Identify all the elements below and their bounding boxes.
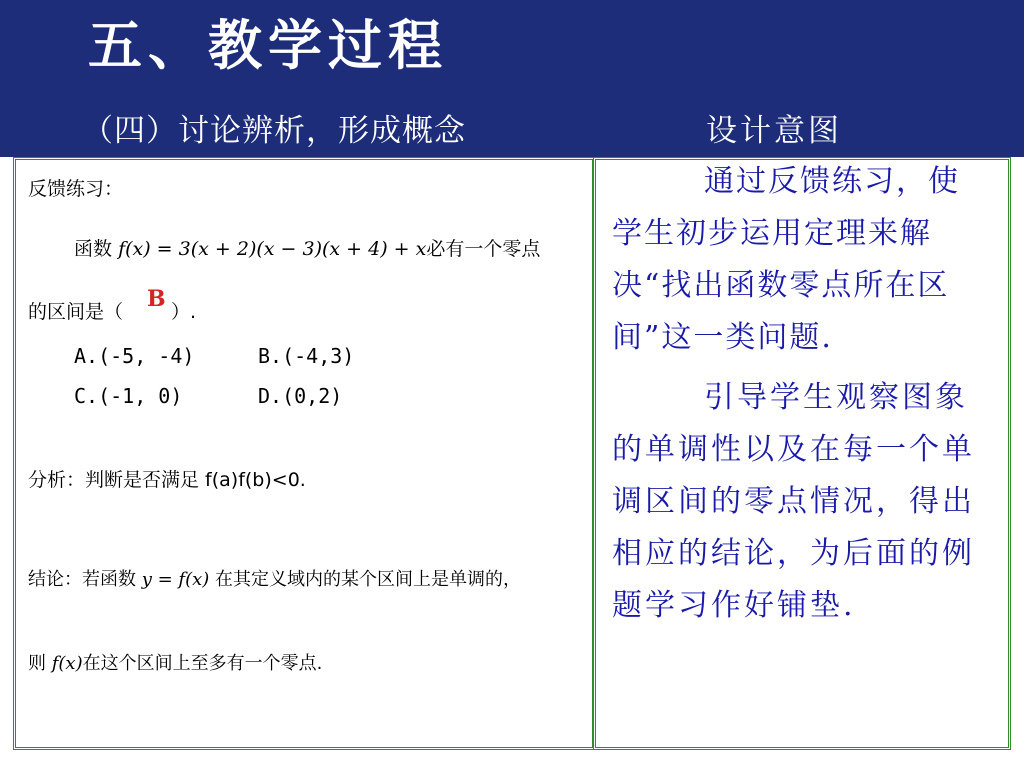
conclusion-suffix: 在其定义域内的某个区间上是单调的， (215, 569, 522, 590)
answer-mark: B (147, 286, 166, 312)
option-b: B.(-4,3) (258, 344, 355, 368)
analysis-text: 分析：判断是否满足 f(a)f(b)<0. (28, 469, 306, 491)
intent-paragraph-2: 引导学生观察图象的单调性以及在每一个单调区间的零点情况，得出相应的结论，为后面的例题学习作好铺垫. (612, 380, 975, 623)
conclusion2-suffix: 在这个区间上至多有一个零点. (82, 653, 323, 674)
conclusion-formula: y = f(x) (141, 569, 210, 590)
question-suffix: 必有一个零点 (426, 238, 541, 260)
option-c: C.(-1, 0) (74, 384, 183, 408)
conclusion-prefix: 结论：若函数 (28, 569, 136, 590)
conclusion2-formula: f(x) (51, 653, 83, 674)
option-a: A.(-5, -4) (74, 344, 195, 368)
slide-header (0, 0, 1024, 157)
question-line-1 (74, 235, 540, 263)
option-d: D.(0,2) (258, 384, 343, 408)
design-intent-title: 设计意图 (706, 113, 842, 149)
question-line2-text: 的区间是（ (28, 301, 124, 323)
question-prefix: 函数 (74, 238, 113, 260)
design-intent-text (612, 156, 977, 632)
conclusion-line-1 (28, 566, 521, 594)
question-formula: f(x) = 3(x + 2)(x − 3)(x + 4) + x (118, 238, 427, 260)
exercise-heading: 反馈练习： (28, 178, 124, 200)
slide-title: 五、教学过程 (88, 13, 448, 77)
conclusion-line-2 (28, 650, 322, 678)
intent-paragraph-1: 通过反馈练习，使学生初步运用定理来解决“找出函数零点所在区间”这一类问题. (612, 164, 960, 355)
conclusion2-prefix: 则 (28, 653, 46, 674)
question-line-2 (28, 298, 196, 326)
section-subtitle: （四）讨论辨析，形成概念 (82, 113, 466, 149)
question-end: ）. (171, 301, 197, 323)
